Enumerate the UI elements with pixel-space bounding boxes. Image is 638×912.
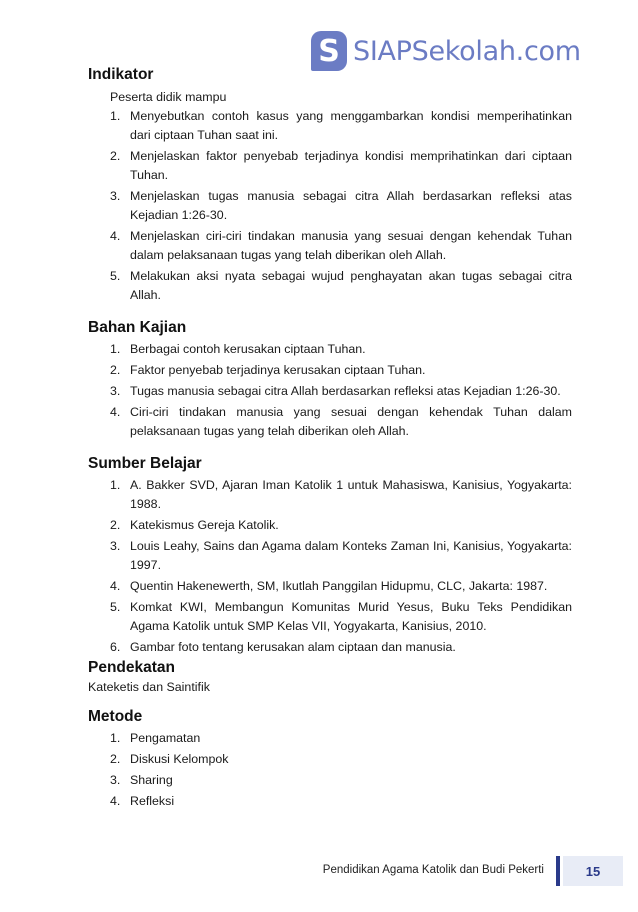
- list-item: 2. Menjelaskan faktor penyebab terjadinya kondisi memprihatinkan dari ciptaan Tuhan.: [110, 149, 572, 182]
- footer-title: Pendidikan Agama Katolik dan Budi Pekerti: [322, 864, 544, 876]
- list-item: 2. Diskusi Kelompok: [110, 752, 229, 766]
- heading-metode: Metode: [88, 708, 143, 725]
- list-item: 3. Louis Leahy, Sains dan Agama dalam Konteks Zaman Ini, Kanisius, Yogyakarta: 1997.: [110, 539, 572, 572]
- list-item: 3. Sharing: [110, 773, 173, 787]
- logo-text: SIAPSekolah.com: [353, 35, 581, 67]
- list-item: 2. Faktor penyebab terjadinya kerusakan ciptaan Tuhan.: [110, 363, 426, 377]
- heading-pendekatan: Pendekatan: [88, 659, 176, 676]
- list-item: 2. Katekismus Gereja Katolik.: [110, 518, 279, 532]
- list-item: 1. A. Bakker SVD, Ajaran Iman Katolik 1 untuk Mahasiswa, Kanisius, Yogyakarta: 1988.: [110, 478, 572, 511]
- section-bahan-kajian: [88, 319, 572, 441]
- list-item: 4. Ciri-ciri tindakan manusia yang sesuai dengan kehendak Tuhan dalam pelaksanaan tugas yang telah diberikan oleh Allah.: [110, 405, 572, 438]
- list-item: 4. Menjelaskan ciri-ciri tindakan manusia yang sesuai dengan kehendak Tuhan dalam pelaksanaan tugas yang telah diberikan oleh Allah.: [110, 229, 572, 262]
- list-item: 1. Menyebutkan contoh kasus yang menggambarkan kondisi memperihatinkan dari ciptaan Tuhan saat ini.: [110, 109, 572, 142]
- list-item: 3. Menjelaskan tugas manusia sebagai citra Allah berdasarkan refleksi atas Kejadian 1:26-30.: [110, 189, 572, 222]
- sumber-list: [88, 476, 572, 657]
- list-item: 1. Pengamatan: [110, 731, 201, 745]
- page-number: 15: [563, 856, 623, 886]
- heading-indikator: Indikator: [88, 66, 154, 83]
- list-item: 6. Gambar foto tentang kerusakan alam ciptaan dan manusia.: [110, 640, 456, 654]
- section-sumber-belajar: [88, 455, 572, 657]
- pendekatan-text: Kateketis dan Saintifik: [88, 680, 210, 694]
- list-item: 4. Refleksi: [110, 794, 175, 808]
- metode-list: [88, 729, 572, 811]
- list-item: 1. Berbagai contoh kerusakan ciptaan Tuhan.: [110, 342, 366, 356]
- section-pendekatan: [88, 659, 572, 694]
- indikator-list: [88, 107, 572, 305]
- footer-divider: [556, 856, 560, 886]
- heading-sumber-belajar: Sumber Belajar: [88, 455, 202, 472]
- list-item: 4. Quentin Hakenewerth, SM, Ikutlah Panggilan Hidupmu, CLC, Jakarta: 1987.: [110, 579, 548, 593]
- list-item: 3. Tugas manusia sebagai citra Allah berdasarkan refleksi atas Kejadian 1:26-30.: [110, 384, 561, 398]
- heading-bahan-kajian: Bahan Kajian: [88, 319, 187, 336]
- logo-badge: S: [311, 31, 347, 71]
- page-content: [88, 66, 572, 813]
- list-item: 5. Komkat KWI, Membangun Komunitas Murid Yesus, Buku Teks Pendidikan Agama Katolik untuk SMP Kelas VII, Yogyakarta, Kanisius, 2010.: [110, 600, 572, 633]
- list-item: 5. Melakukan aksi nyata sebagai wujud penghayatan akan tugas sebagai citra Allah.: [110, 269, 572, 302]
- page-footer: [0, 856, 638, 886]
- bahan-list: [88, 340, 572, 441]
- section-indikator: [88, 66, 572, 305]
- section-metode: [88, 708, 572, 811]
- indikator-intro: Peserta didik mampu: [110, 90, 227, 104]
